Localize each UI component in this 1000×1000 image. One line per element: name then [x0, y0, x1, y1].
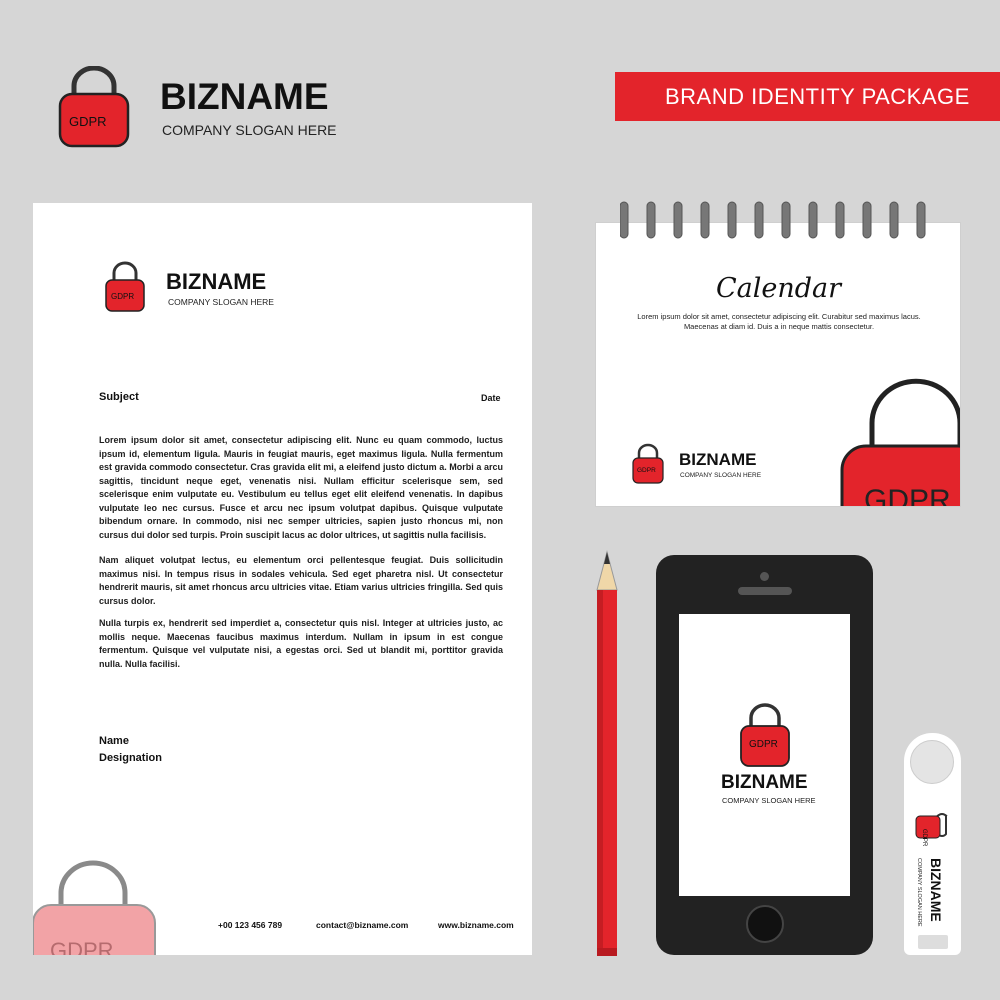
- footer-website: www.bizname.com: [438, 920, 514, 930]
- brand-identity-banner: [615, 72, 1000, 121]
- date-label: Date: [481, 393, 501, 403]
- letter-paragraph-3: Nulla turpis ex, hendrerit sed imperdiet a, consectetur quis nisl. Integer at ultricies justo, ac mollis neque. Maecenas faucibus maximus interdum. Nullam in ipsum in est congue fermentum. Quisque vel vulputate nisi, a egestas orci. Sed ut blandit mi, porttitor gravida nulla. Nulla facilisi.: [99, 618, 503, 669]
- phone-speaker: [738, 587, 792, 595]
- usb-logo-icon: [914, 812, 948, 842]
- usb-logo-text: GDPR: [921, 829, 927, 847]
- designation-label: Designation: [99, 752, 162, 764]
- calendar-mockup: [595, 222, 961, 513]
- letterhead-slogan: COMPANY SLOGAN HERE: [168, 297, 274, 307]
- calendar-brand-name: BIZNAME: [679, 450, 757, 469]
- phone-screen: [679, 614, 850, 896]
- letter-paragraph-1: Lorem ipsum dolor sit amet, consectetur adipiscing elit. Nunc eu quam commodo, luctus ipsum id, elementum ligula. Mauris in feugiat mauris, eget maximus ligula. Nulla fermentum est gravida commodo consectetur. Cras gravida elit mi, a eleifend justo dictum a. Morbi a arcu sagittis, tincidunt neque eget, venenatis nisi. Nullam efficitur scelerisque sem, sed scelerisque enim vulputate eu. Vestibulum eu tellus eget elit eleifend venenatis. In dapibus vulputate leo nec cursus. Fusce et arcu nec ipsum volutpat dapibus. Quisque vulputate bibendum ornare. In commodo, nisi nec semper ultricies, sapien justo rhoncus mi, non cursus dui dolor sed turpis. Proin suscipit lacus ac dolor ultrices, ut sagittis nulla facilisis.: [99, 435, 503, 540]
- phone-logo-icon: [739, 702, 791, 768]
- letterhead-page: [33, 203, 532, 963]
- pencil-icon: [592, 550, 622, 958]
- header-slogan: COMPANY SLOGAN HERE: [162, 122, 337, 138]
- header-brand-name: BIZNAME: [160, 76, 329, 117]
- svg-text:GDPR: GDPR: [50, 938, 114, 963]
- calendar-line-2: Maecenas at diam id. Duis a in neque mattis consectetur.: [683, 322, 875, 331]
- subject-label: Subject: [99, 391, 139, 403]
- footer-phone: +00 123 456 789: [218, 920, 283, 930]
- letterhead-brand-name: BIZNAME: [166, 269, 267, 294]
- banner-label: BRAND IDENTITY PACKAGE: [665, 84, 970, 109]
- calendar-slogan: COMPANY SLOGAN HERE: [680, 472, 762, 479]
- letter-paragraph-2: Nam aliquet volutpat lectus, eu elementum orci pellentesque feugiat. Duis sollicitudin maximus nisi. In tempus risus in sodales vehicula. Sed eget pharetra nisl. Ut consectetur hendrerit mauris, sit amet rhoncus arcu ultricies vitae. Etiam varius ultricies fringilla. Sed quis cursus dolor.: [99, 555, 503, 606]
- header-logo-text: GDPR: [69, 114, 107, 129]
- letterhead-watermark-icon: [33, 853, 163, 963]
- calendar-logo-text: GDPR: [637, 467, 656, 474]
- svg-text:GDPR: GDPR: [864, 484, 951, 513]
- phone-logo-text: GDPR: [749, 739, 778, 750]
- phone-brand-name: BIZNAME: [721, 772, 808, 793]
- calendar-big-lock-icon: [840, 378, 961, 513]
- footer-email: contact@bizname.com: [316, 920, 409, 930]
- phone-slogan: COMPANY SLOGAN HERE: [722, 796, 816, 805]
- calendar-rings: [620, 200, 940, 240]
- phone-camera: [760, 572, 769, 581]
- phone-home-button[interactable]: [746, 905, 784, 943]
- calendar-title: Calendar: [716, 273, 842, 304]
- usb-brand-name: BIZNAME: [928, 858, 944, 922]
- letterhead-logo-text: GDPR: [111, 292, 135, 301]
- calendar-logo-icon: [632, 443, 664, 485]
- header-logo-icon: [58, 66, 130, 148]
- calendar-line-1: Lorem ipsum dolor sit amet, consectetur adipiscing elit. Curabitur sed maximus lacus.: [637, 312, 921, 321]
- usb-cap-circle: [910, 740, 954, 784]
- letterhead-logo-icon: [105, 261, 145, 313]
- usb-slogan: COMPANY SLOGAN HERE: [916, 858, 922, 927]
- name-label: Name: [99, 735, 129, 747]
- usb-connector: [918, 935, 948, 949]
